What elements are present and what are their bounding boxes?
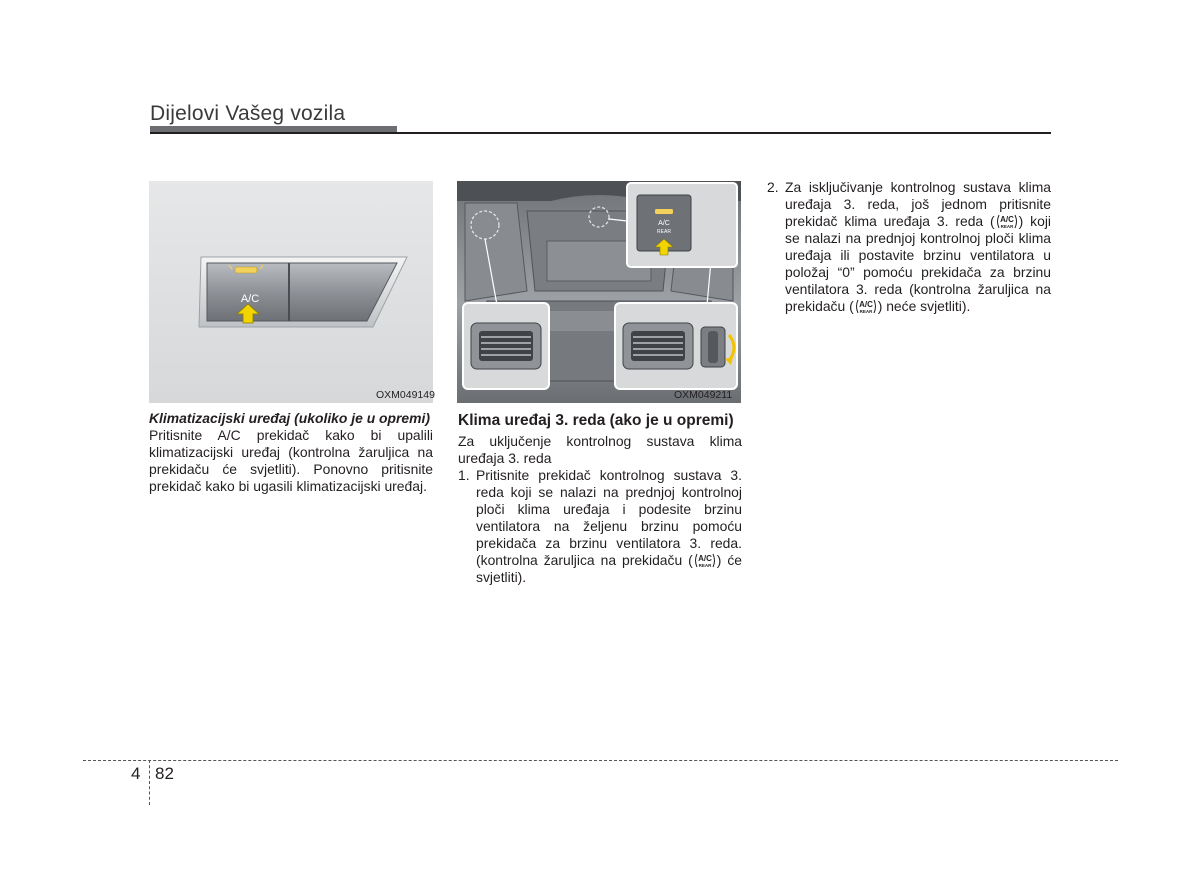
left-figure-code: OXM049149 <box>376 389 435 401</box>
list-number: 2. <box>767 179 779 195</box>
list-item-2 <box>767 179 1051 315</box>
middle-figure-code: OXM049211 <box>674 389 733 401</box>
svg-text:A/C: A/C <box>240 293 260 305</box>
section-intro: Za uključenje kontrolnog sustava klima uređaja 3. reda <box>458 433 742 466</box>
list-number: 1. <box>458 467 470 483</box>
footer-vertical-divider <box>149 760 150 805</box>
ac-switch-illustration <box>149 181 433 403</box>
list-text: Za isključivanje kontrolnog sustava klima uređaja 3. reda, još jednom pritisnite prekidač klima uređaja 3. reda ( A/C REAR ) koji se nalazi na prednjoj kontrolnoj ploči klima uređaja ili postavite brzinu ventilatora u položaj “0” pomoću prekidača za brzinu ventilatora 3. reda (kontrolna žaruljica na prekidaču ( A/C REAR ) neće svjetliti). <box>785 179 1051 314</box>
rear-ac-figure <box>457 181 741 403</box>
ac-rear-icon <box>996 214 1018 229</box>
svg-text:A/C: A/C <box>658 220 670 227</box>
figure-caption: Klimatizacijski uređaj (ukoliko je u opremi) <box>149 410 430 426</box>
footer-divider <box>83 760 1118 761</box>
section-title: Klima uređaj 3. reda (ako je u opremi) <box>458 412 734 429</box>
svg-text:A/C: A/C <box>858 299 873 309</box>
svg-text:A/C: A/C <box>999 214 1014 224</box>
list-item-1 <box>458 467 742 586</box>
svg-text:REAR: REAR <box>1000 223 1014 229</box>
svg-text:REAR: REAR <box>698 562 712 568</box>
list-text: Pritisnite prekidač kontrolnog sustava 3. reda koji se nalazi na prednjoj kontrolnoj ploči klima uređaja i podesite brzinu ventilatora na željenu brzinu pomoću prekidača za brzinu ventilatora 3. reda. (kontrolna žaruljica na prekidaču ( A/C REAR ) će svjetliti). <box>476 467 742 585</box>
column-2 <box>458 411 742 586</box>
ac-rear-icon <box>855 299 877 314</box>
ac-rear-icon <box>694 553 716 568</box>
ac-switch-figure <box>149 181 433 403</box>
column-1 <box>149 410 433 495</box>
page-title: Dijelovi Vašeg vozila <box>150 102 346 125</box>
header-rule <box>150 132 1051 134</box>
svg-text:REAR: REAR <box>657 229 671 235</box>
svg-text:A/C: A/C <box>697 553 712 563</box>
chapter-number: 4 <box>131 764 141 783</box>
column-3 <box>767 179 1051 315</box>
svg-text:REAR: REAR <box>859 308 873 314</box>
ac-instructions: Pritisnite A/C prekidač kako bi upalili klimatizacijski uređaj (kontrolna žaruljica na prekidaču će svjetliti). Ponovno pritisnite prekidač kako bi ugasili klimatizacijski uređaj. <box>149 427 433 494</box>
page-number: 82 <box>155 764 174 783</box>
rear-cabin-illustration <box>457 181 741 403</box>
